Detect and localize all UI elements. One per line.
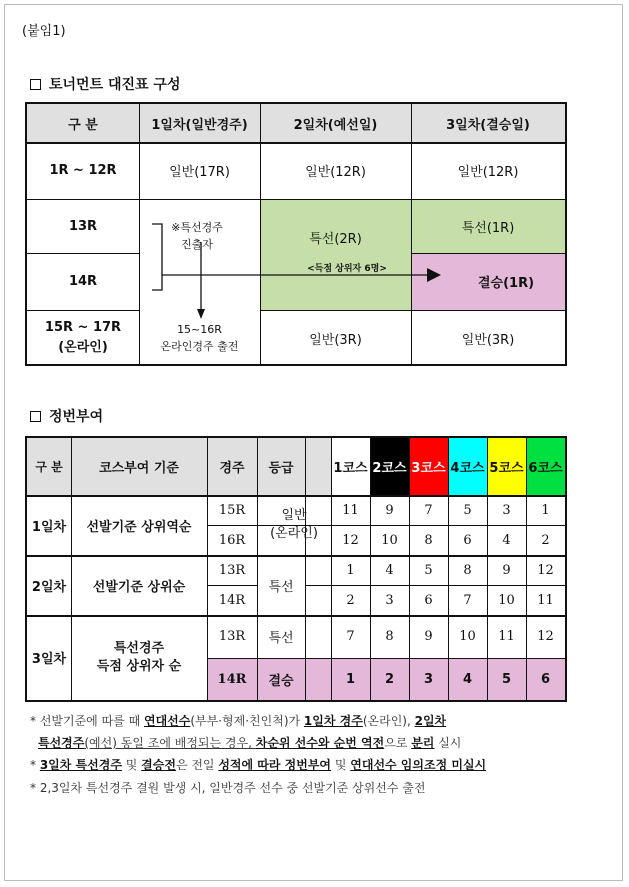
- course-number-cell: 6: [463, 532, 472, 548]
- tournament-bracket-table: [25, 102, 567, 366]
- seat-header-race: 경주: [219, 461, 245, 476]
- seat-header-category: 구 분: [35, 460, 63, 474]
- course-number-cell: 4: [462, 671, 473, 687]
- course-number-cell: 5: [424, 562, 433, 578]
- course-number-cell: 2: [384, 671, 395, 687]
- course-header: 6코스: [528, 461, 563, 476]
- course-header: 5코스: [489, 461, 524, 476]
- course-number-cell: 9: [424, 629, 433, 644]
- course-number-cell: 3: [423, 671, 434, 687]
- note-2: * 3일차 특선경주 및 결승전은 전일 성적에 따라 정번부여 및 연대선수 임의조정 미실시: [30, 758, 487, 772]
- day2-basis: 선발기준 상위순: [92, 579, 186, 595]
- bracket-row-label: 1R ~ 12R: [49, 163, 117, 178]
- course-header: 4코스: [450, 461, 485, 476]
- bracket-header-category: 구 분: [68, 117, 98, 133]
- course-number-cell: 8: [463, 562, 472, 578]
- day3-label: 3일차: [31, 652, 67, 667]
- bracket-header-day3: 3일차(결승일): [446, 117, 530, 133]
- course-number-cell: 11: [537, 592, 554, 608]
- race-number: 13R: [218, 629, 246, 644]
- course-number-cell: 5: [463, 502, 472, 518]
- day2-top-label: <득점 상위자 6명>: [307, 263, 387, 274]
- day2-special: 특선(2R): [309, 231, 362, 247]
- course-number-cell: 11: [498, 629, 515, 644]
- course-number-cell: 12: [537, 562, 554, 578]
- day2-grade: 특선: [268, 579, 294, 595]
- course-number-cell: 2: [541, 532, 550, 548]
- course-number-cell: 3: [385, 592, 394, 608]
- day3-general: 일반(12R): [457, 165, 519, 180]
- course-number-cell: 1: [345, 671, 356, 687]
- race-number: 14R: [218, 592, 246, 608]
- day2-label: 2일차: [31, 579, 67, 595]
- course-number-cell: 2: [346, 592, 355, 608]
- bracket-header-day2: 2일차(예선일): [293, 117, 378, 133]
- course-number-cell: 11: [342, 502, 359, 518]
- seat-header-grade: 등급: [268, 461, 294, 476]
- checkbox-square-icon: [30, 79, 41, 90]
- race-number: 16R: [218, 532, 246, 548]
- race-number: 14R: [217, 671, 247, 687]
- race-number: 15R: [218, 502, 246, 518]
- day1-grade: 일반 (온라인): [270, 508, 318, 541]
- day3-grade-final: 결승: [268, 673, 294, 689]
- bracket-connector-arrows: [27, 104, 565, 366]
- course-number-cell: 7: [424, 502, 433, 518]
- day3-basis: 특선경주 득점 상위자 순: [96, 640, 182, 674]
- section-seat-title: [30, 406, 103, 426]
- day1-basis: 선발기준 상위역순: [86, 519, 192, 535]
- attachment-label: (붙임1): [22, 24, 66, 39]
- course-number-cell: 3: [502, 502, 511, 518]
- course-number-cell: 6: [540, 671, 551, 687]
- course-number-cell: 9: [385, 502, 394, 518]
- course-number-cell: 10: [459, 629, 476, 644]
- note-1: * 선발기준에 따를 때 연대선수(부부·형제·친인척)가 1일차 경주(온라인), 2일차: [30, 714, 447, 728]
- day3-special: 특선(1R): [461, 220, 515, 236]
- day1-label: 1일차: [31, 519, 67, 535]
- course-number-cell: 4: [502, 532, 511, 548]
- course-number-cell: 7: [346, 629, 355, 644]
- race-number: 13R: [218, 562, 246, 578]
- course-number-cell: 8: [385, 629, 394, 644]
- day3-online: 일반(3R): [461, 332, 515, 348]
- course-number-cell: 8: [424, 532, 433, 548]
- day3-final: 결승(1R): [477, 276, 535, 291]
- seat-header-basis: 코스부여 기준: [99, 461, 179, 476]
- special-note: ※특선경주 진출자: [171, 221, 223, 251]
- course-number-cell: 4: [385, 562, 394, 578]
- note-1-cont: 특선경주(예선) 동일 조에 배정되는 경우, 차순위 선수와 순번 역전으로 분리 실시: [38, 736, 462, 750]
- course-number-cell: 1: [541, 502, 550, 518]
- bracket-row-label-online: 15R ~ 17R (온라인): [44, 320, 122, 355]
- day2-general: 일반(12R): [305, 165, 366, 180]
- bracket-header-day1: 1일차(일반경주): [151, 117, 248, 133]
- course-number-cell: 12: [342, 532, 359, 548]
- bracket-row-label: 14R: [68, 274, 98, 289]
- course-number-cell: 12: [537, 629, 554, 644]
- day3-grade-special: 특선: [268, 631, 294, 646]
- section-tournament-title: [30, 74, 180, 94]
- day2-online: 일반(3R): [309, 332, 362, 348]
- course-number-cell: 7: [463, 592, 472, 608]
- bracket-row-label: 13R: [68, 218, 98, 234]
- course-number-cell: 10: [381, 532, 398, 548]
- checkbox-square-icon: [30, 411, 41, 422]
- course-number-cell: 5: [501, 671, 512, 687]
- course-number-cell: 6: [424, 592, 433, 608]
- course-header: 2코스: [372, 461, 407, 476]
- note-3: * 2,3일차 특선경주 결원 발생 시, 일반경주 선수 중 선발기준 상위선수 출전: [30, 781, 426, 795]
- course-header: 3코스: [411, 461, 446, 476]
- seat-assignment-table: [25, 436, 567, 702]
- section-seat-title-text: 정번부여: [49, 409, 104, 425]
- course-number-cell: 9: [502, 562, 511, 578]
- section-tournament-title-text: 토너먼트 대진표 구성: [49, 77, 181, 93]
- day1-general: 일반(17R): [169, 165, 230, 180]
- online-note: 15~16R 온라인경주 출전: [160, 323, 239, 353]
- course-number-cell: 10: [498, 592, 515, 608]
- course-number-cell: 1: [346, 562, 355, 578]
- course-header: 1코스: [333, 461, 368, 476]
